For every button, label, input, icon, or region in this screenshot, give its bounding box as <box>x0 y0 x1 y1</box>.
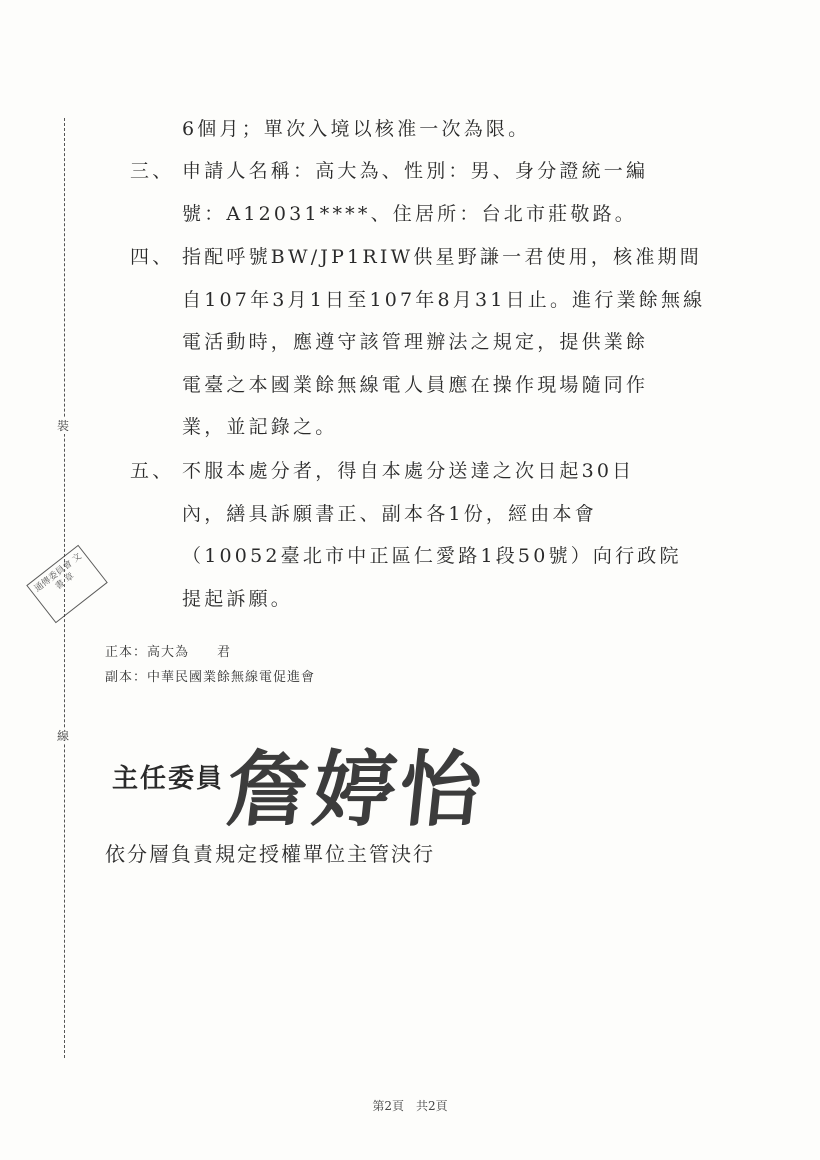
paragraph-line: 電臺之本國業餘無線電人員應在操作現場隨同作 <box>182 373 649 396</box>
recipient-copy: 副本：中華民國業餘無線電促進會 <box>105 670 316 685</box>
paragraph-continuation <box>130 108 710 151</box>
item-number: 五、 <box>130 460 175 482</box>
item-number: 四、 <box>130 246 175 268</box>
page-number: 第2頁 共2頁 <box>372 1099 448 1113</box>
paragraph-line: 指配呼號BW/JP1RIW供星野謙一君使用，核准期間 <box>182 246 702 268</box>
official-seal-stamp <box>26 545 108 623</box>
paragraph-line: 不服本處分者，得自本處分送達之次日起30日 <box>182 460 635 482</box>
paragraph-line: 6個月；單次入境以核准一次為限。 <box>182 118 531 140</box>
paragraph-line: （10052臺北市中正區仁愛路1段50號）向行政院 <box>182 545 682 567</box>
chief-title: 主任委員 <box>112 764 225 794</box>
seal-text: 通傳委員會 文 書 章 <box>32 551 84 595</box>
paragraph-item-3 <box>130 150 710 235</box>
chief-signature: 詹婷怡 <box>222 742 491 838</box>
binding-mark-top: 裝 <box>57 419 70 433</box>
paragraph-line: 號：A12031****、住居所：台北市莊敬路。 <box>182 202 637 225</box>
paragraph-line: 申請人名稱：高大為、性別：男、身分證統一編 <box>182 160 649 182</box>
paragraph-line: 自107年3月1日至107年8月31日止。進行業餘無線 <box>182 288 706 311</box>
paragraph-item-5 <box>130 450 710 620</box>
paragraph-line: 業，並記錄之。 <box>182 416 338 438</box>
binding-mark-bottom: 線 <box>57 729 70 743</box>
paragraph-line: 內，繕具訴願書正、副本各1份，經由本會 <box>182 502 597 525</box>
paragraph-item-4 <box>130 236 710 449</box>
paragraph-line: 提起訴願。 <box>182 587 294 610</box>
recipient-main: 正本：高大為 君 <box>105 645 232 660</box>
authorization-note: 依分層負責規定授權單位主管決行 <box>105 842 435 866</box>
paragraph-line: 電活動時，應遵守該管理辦法之規定，提供業餘 <box>182 331 649 353</box>
item-number: 三、 <box>130 160 175 182</box>
